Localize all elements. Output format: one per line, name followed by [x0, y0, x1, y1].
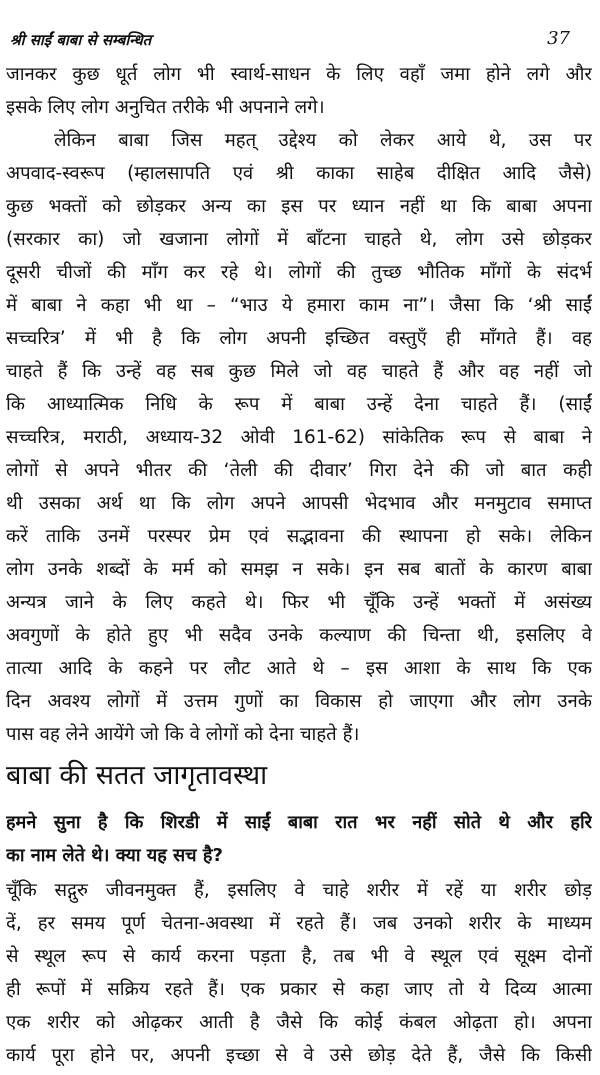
body-text-line: अवगुणों के होते हुए भी सदैव उनके कल्याण की चिन्ता थी, इसलिए वे — [6, 625, 592, 646]
body-text-line: चूँकि सद्गुरु जीवनमुक्त हैं, इसलिए वे चाहे शरीर में रहें या शरीर छोड़ — [6, 880, 592, 901]
body-text-line: दिन अवश्य लोगों में उत्तम गुणों का विकास हो जाएगा और लोग उनके — [6, 691, 592, 712]
page-header — [10, 14, 570, 54]
body-text-line: पास वह लेने आयेंगे जो कि वे लोगों को देना चाहते हैं। — [6, 724, 360, 745]
body-text-line: तात्या आदि के कहने पर लौट आते थे – इस आशा के साथ कि एक — [6, 658, 592, 679]
body-text-line: लोग उनके शब्दों के मर्म को समझ न सके। इन सब बातों के कारण बाबा — [6, 559, 592, 580]
running-header-title: श्री साईं बाबा से सम्बन्धित — [10, 31, 152, 49]
body-text-line: एक शरीर को ओढ़कर आती है जैसे कि कोई कंबल ओढ़ता हो। अपना — [6, 1012, 592, 1033]
body-text-line: से स्थूल रूप से कार्य करना पड़ता है, तब भी वे स्थूल एवं सूक्ष्म दोनों — [6, 946, 592, 967]
question-text-line: हमने सुना है कि शिरडी में साईं बाबा रात भर नहीं सोते थे और हरि — [6, 812, 592, 833]
body-text-line: (सरकार का) जो खजाना लोगों में बाँटना चाहते थे, लोग उसे छोड़कर — [6, 229, 592, 250]
body-text-line: दूसरी चीजों की माँग कर रहे थे। लोगों की तुच्छ भौतिक माँगों के संदर्भ — [6, 262, 592, 283]
body-text-line: कि आध्यात्मिक निधि के रूप में बाबा उन्हें देना चाहते हैं। (साईं — [6, 394, 592, 415]
section-heading: बाबा की सतत जागृतावस्था — [6, 760, 268, 791]
body-text-line: सच्चरित्र’ में भी है कि लोग अपनी इच्छित वस्तुएँ ही माँगते हैं। वह — [6, 328, 592, 349]
body-text-line: लोगों से अपने भीतर की ‘तेली की दीवार’ गिरा देने की जो बात कही — [6, 460, 592, 481]
body-text-line: कार्य पूरा होने पर, अपनी इच्छा से वे उसे छोड़ देते हैं, जैसे कि किसी — [6, 1045, 592, 1066]
body-text-line: चाहते हैं कि उन्हें वह सब कुछ मिले जो वह चाहते हैं और वह नहीं जो — [6, 361, 592, 382]
question-text-line: का नाम लेते थे। क्या यह सच है? — [6, 845, 223, 866]
body-text-line: लेकिन बाबा जिस महत् उद्देश्य को लेकर आये थे, उस पर — [54, 130, 592, 151]
body-text-line: जानकर कुछ धूर्त लोग भी स्वार्थ-साधन के लिए वहाँ जमा होने लगे और — [6, 64, 592, 85]
body-text-line: इसके लिए लोग अनुचित तरीके भी अपनाने लगे। — [6, 97, 325, 118]
body-text-line: ही रूपों में सक्रिय रहते हैं। एक प्रकार से कहा जाए तो ये दिव्य आत्मा — [6, 979, 592, 1000]
body-text-line: थी उसका अर्थ था कि लोग अपने आपसी भेदभाव और मनमुटाव समाप्त — [6, 493, 592, 514]
page-number: 37 — [547, 28, 570, 49]
body-text-line: कुछ भक्तों को छोड़कर अन्य का इस पर ध्यान नहीं था कि बाबा अपना — [6, 196, 592, 217]
body-text-line: में बाबा ने कहा भी था – “भाउ ये हमारा काम ना”। जैसा कि ‘श्री साईं — [6, 295, 592, 316]
body-text-line: अपवाद-स्वरूप (म्हालसापति एवं श्री काका साहेब दीक्षित आदि जैसे) — [6, 163, 592, 184]
body-text-line: सच्चरित्र, मराठी, अध्याय-32 ओवी 161-62) सांकेतिक रूप से बाबा ने — [6, 427, 592, 448]
body-text-line: दें, हर समय पूर्ण चेतना-अवस्था में रहते हैं। जब उनको शरीर के माध्यम — [6, 913, 592, 934]
body-text-line: अन्यत्र जाने के लिए कहते थे। फिर भी चूँकि उन्हें भक्तों में असंख्य — [6, 592, 592, 613]
body-text-line: करें ताकि उनमें परस्पर प्रेम एवं सद्भावना की स्थापना हो सके। लेकिन — [6, 526, 592, 547]
